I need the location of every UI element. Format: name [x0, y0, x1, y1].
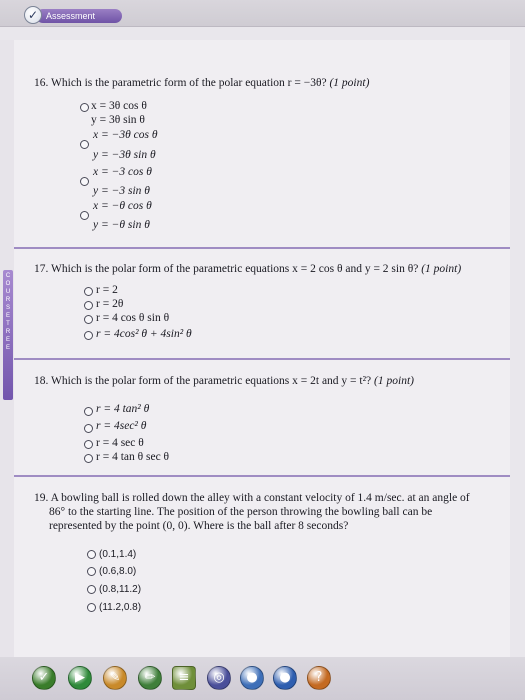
option-a-text: r = 4 tan² θ	[96, 403, 150, 415]
question-text-line1: A bowling ball is rolled down the alley with a constant velocity of 1.4 m/sec. at an angle of	[50, 492, 470, 504]
option-c-text: r = 4 cos θ sin θ	[96, 312, 170, 324]
course-tree-label: COURSE TREE	[5, 273, 11, 351]
check-icon: ✓	[24, 6, 42, 24]
option-d-line1: x = −θ cos θ	[93, 200, 152, 212]
question-17	[34, 262, 461, 276]
checkmark-icon[interactable]: ✓	[32, 666, 56, 690]
question-separator	[14, 247, 510, 249]
question-19	[34, 491, 474, 533]
radio-option-b[interactable]	[87, 567, 96, 576]
question-19-line1	[34, 491, 474, 505]
radio-option-b[interactable]	[84, 301, 93, 310]
top-bar	[0, 0, 525, 27]
radio-option-c[interactable]	[84, 440, 93, 449]
option-a-text: (0.1,1.4)	[99, 549, 137, 560]
radio-option-d[interactable]	[80, 211, 89, 220]
option-b-text: r = 2θ	[96, 298, 124, 310]
question-separator	[14, 358, 510, 360]
question-text: Which is the parametric form of the polar equation r = −3θ?	[51, 77, 327, 89]
option-d-text: r = 4 tan θ sec θ	[96, 451, 170, 463]
tools-icon[interactable]: ✎	[103, 666, 127, 690]
question-text: Which is the polar form of the parametric equations x = 2 cos θ and y = 2 sin θ?	[51, 263, 419, 275]
assessment-tab[interactable]: Assessment	[36, 9, 122, 23]
question-text-line3: represented by the point (0, 0). Where is the ball after 8 seconds?	[49, 520, 349, 532]
option-a-line1: x = 3θ cos θ	[91, 100, 147, 112]
pencil-icon[interactable]: ✏	[138, 666, 162, 690]
help-icon[interactable]: ?	[307, 666, 331, 690]
option-b-line1: x = −3θ cos θ	[93, 129, 158, 141]
option-a-line2: y = 3θ sin θ	[91, 114, 145, 126]
radio-option-a[interactable]	[84, 287, 93, 296]
question-text-line2: 86° to the starting line. The position of the person throwing the bowling ball can be	[49, 506, 433, 518]
assessment-content	[14, 40, 510, 657]
question-number: 17.	[34, 263, 49, 275]
radio-option-d[interactable]	[84, 331, 93, 340]
next-icon[interactable]: ▶	[68, 666, 92, 690]
notes-icon[interactable]: ≡	[172, 666, 196, 690]
globe-icon[interactable]: ●	[240, 666, 264, 690]
radio-option-c[interactable]	[87, 585, 96, 594]
question-16	[34, 76, 369, 90]
option-c-text: r = 4 sec θ	[96, 437, 144, 449]
option-b-line2: y = −3θ sin θ	[93, 149, 156, 161]
option-b-text: (0.6,8.0)	[99, 566, 137, 577]
option-c-line1: x = −3 cos θ	[93, 166, 152, 178]
question-18	[34, 374, 414, 388]
radio-option-a[interactable]	[84, 407, 93, 416]
radio-option-a[interactable]	[80, 103, 89, 112]
option-d-text: r = 4cos² θ + 4sin² θ	[96, 328, 192, 340]
question-number: 19.	[34, 492, 49, 504]
question-points: (1 point)	[421, 263, 462, 275]
radio-option-a[interactable]	[87, 550, 96, 559]
audio-icon[interactable]: ◎	[207, 666, 231, 690]
question-text: Which is the polar form of the parametric equations x = 2t and y = t²?	[51, 375, 372, 387]
option-b-text: r = 4sec² θ	[96, 420, 147, 432]
question-separator	[14, 475, 510, 477]
radio-option-d[interactable]	[84, 454, 93, 463]
question-number: 18.	[34, 375, 49, 387]
option-d-line2: y = −θ sin θ	[93, 219, 150, 231]
option-c-line2: y = −3 sin θ	[93, 185, 150, 197]
speech-icon[interactable]: ●	[273, 666, 297, 690]
radio-option-c[interactable]	[84, 315, 93, 324]
option-d-text: (11.2,0.8)	[99, 602, 142, 613]
radio-option-d[interactable]	[87, 603, 96, 612]
radio-option-c[interactable]	[80, 177, 89, 186]
radio-option-b[interactable]	[80, 140, 89, 149]
option-a-text: r = 2	[96, 284, 118, 296]
question-number: 16.	[34, 77, 49, 89]
question-points: (1 point)	[374, 375, 414, 387]
question-points: (1 point)	[329, 77, 370, 89]
radio-option-b[interactable]	[84, 424, 93, 433]
course-tree-tab[interactable]	[3, 270, 13, 400]
option-c-text: (0.8,11.2)	[99, 584, 142, 595]
